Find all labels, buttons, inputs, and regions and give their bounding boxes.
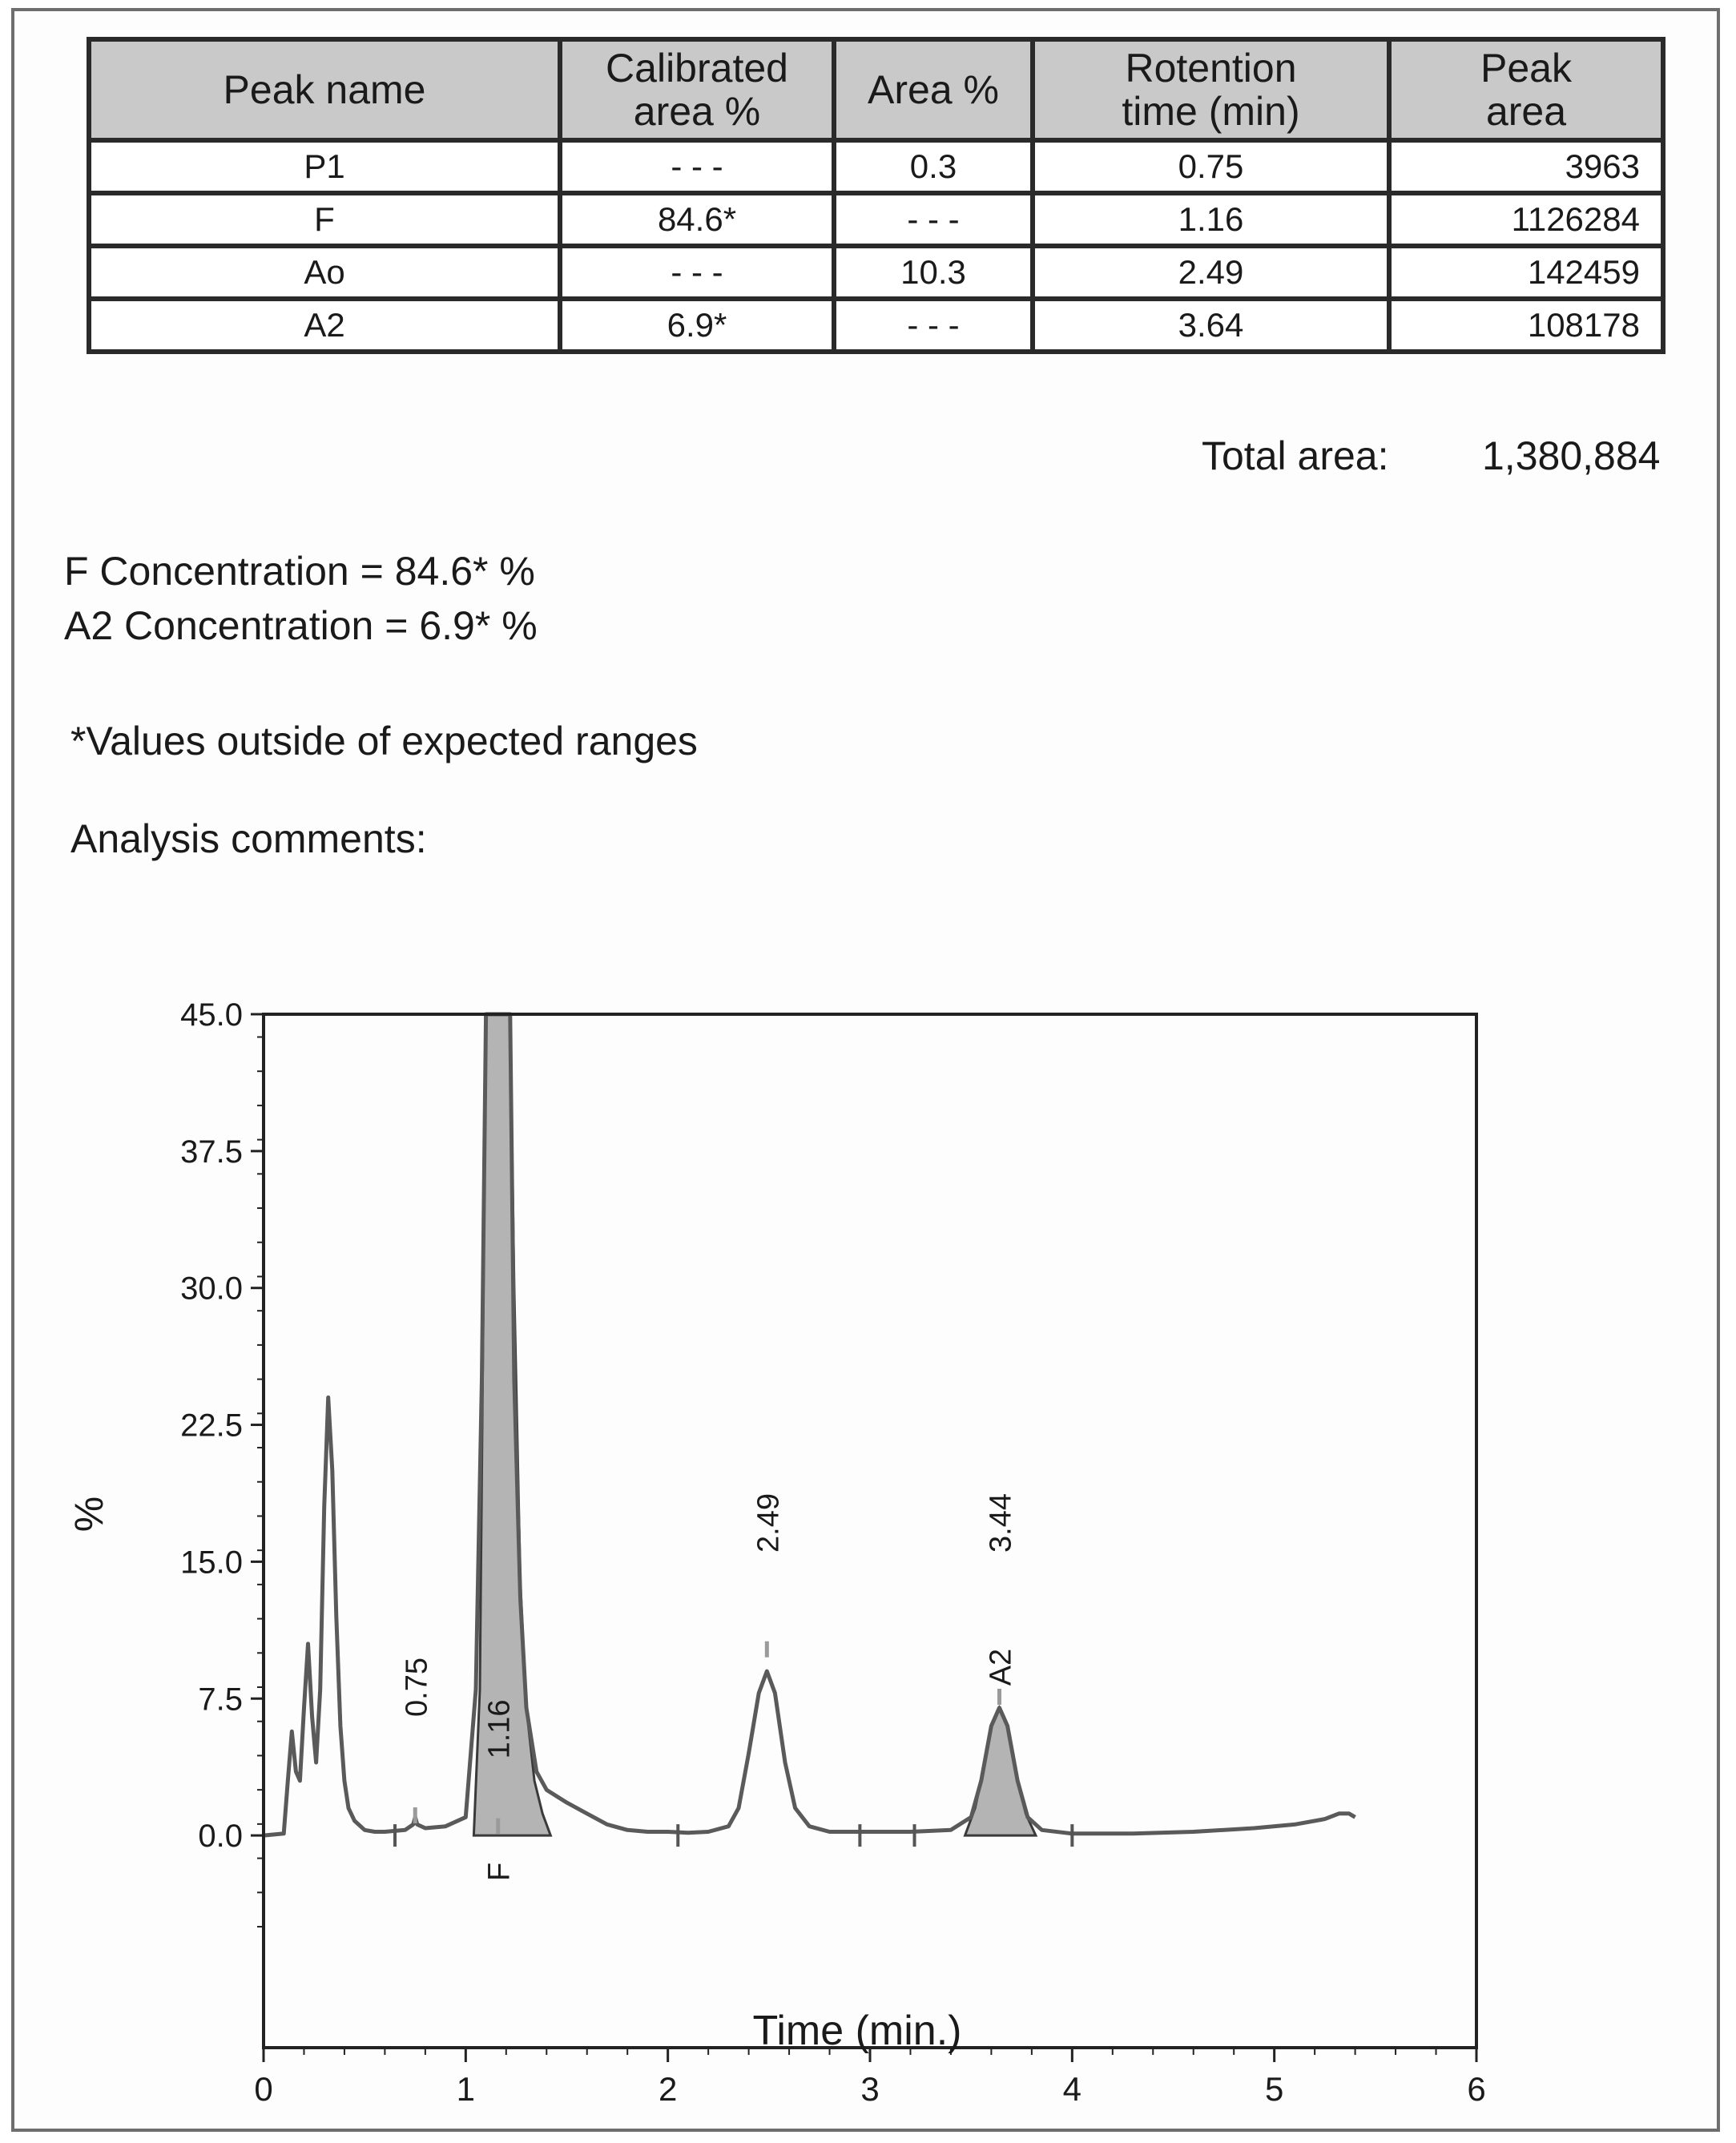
cell-area-percent: 0.3: [836, 143, 1030, 191]
cell-area-percent: - - -: [836, 195, 1030, 244]
cell-area-percent: 10.3: [836, 248, 1030, 296]
cell-calibrated-area: - - -: [562, 248, 832, 296]
x-tick-label: 1: [456, 2070, 476, 2108]
axis-marks: [180, 997, 1486, 2108]
shaded-peak-a2: [965, 1708, 1036, 1836]
y-tick-label: 30.0: [180, 1271, 243, 1307]
cell-peak-name: P1: [91, 143, 558, 191]
cell-peak-area: 108178: [1392, 301, 1661, 349]
header-peak-area: Peak area: [1392, 42, 1661, 138]
x-tick-label: 5: [1264, 2070, 1284, 2108]
header-area-percent: Area %: [836, 42, 1030, 138]
cell-peak-name: A2: [91, 301, 558, 349]
peak-label-0-75: 0.75: [400, 1658, 434, 1717]
table-row: [91, 143, 1661, 191]
cell-retention-time: 2.49: [1035, 248, 1387, 296]
x-tick-label: 3: [860, 2070, 880, 2108]
cell-calibrated-area: 84.6*: [562, 195, 832, 244]
analysis-comments-label: Analysis comments:: [70, 816, 427, 861]
table-row: [91, 195, 1661, 244]
table-header-row: [91, 42, 1661, 138]
peak-label-3-44: 3.44: [984, 1493, 1018, 1553]
peak-table: [87, 37, 1666, 354]
x-tick-label: 2: [658, 2070, 678, 2108]
header-retention-time: Rotention time (min): [1035, 42, 1387, 138]
cell-peak-area: 1126284: [1392, 195, 1661, 244]
f-concentration: F Concentration = 84.6* %: [64, 549, 535, 594]
peak-label-1-16: 1.16: [482, 1699, 517, 1759]
cell-peak-area: 3963: [1392, 143, 1661, 191]
header-calibrated-area: Calibrated area %: [562, 42, 832, 138]
plot-marks: [264, 1014, 1355, 1881]
peak-label-2-49: 2.49: [751, 1493, 786, 1553]
peak-label-A2: A2: [984, 1648, 1018, 1686]
x-tick-label: 0: [254, 2070, 273, 2108]
total-area-label: Total area:: [1202, 433, 1389, 478]
y-tick-label: 15.0: [180, 1545, 243, 1581]
y-axis-label: %: [66, 1496, 111, 1533]
plot-frame: [264, 1014, 1476, 2048]
cell-retention-time: 3.64: [1035, 301, 1387, 349]
a2-concentration: A2 Concentration = 6.9* %: [64, 603, 538, 648]
cell-retention-time: 0.75: [1035, 143, 1387, 191]
cell-calibrated-area: - - -: [562, 143, 832, 191]
chromatogram-chart: [0, 921, 1736, 2108]
x-tick-label: 4: [1062, 2070, 1082, 2108]
x-axis-label: Time (min.): [752, 2008, 962, 2054]
total-area-value: 1,380,884: [1482, 433, 1661, 478]
header-peak-name: Peak name: [91, 42, 558, 138]
y-tick-label: 7.5: [198, 1682, 243, 1718]
table-row: [91, 301, 1661, 349]
cell-peak-name: Ao: [91, 248, 558, 296]
y-tick-label: 45.0: [180, 997, 243, 1033]
footnote: *Values outside of expected ranges: [70, 719, 698, 763]
cell-retention-time: 1.16: [1035, 195, 1387, 244]
y-tick-label: 37.5: [180, 1134, 243, 1170]
cell-calibrated-area: 6.9*: [562, 301, 832, 349]
cell-area-percent: - - -: [836, 301, 1030, 349]
cell-peak-area: 142459: [1392, 248, 1661, 296]
table-row: [91, 248, 1661, 296]
cell-peak-name: F: [91, 195, 558, 244]
x-tick-label: 6: [1467, 2070, 1486, 2108]
y-tick-label: 0.0: [198, 1819, 243, 1855]
peak-label-F: F: [482, 1862, 517, 1881]
y-tick-label: 22.5: [180, 1408, 243, 1444]
